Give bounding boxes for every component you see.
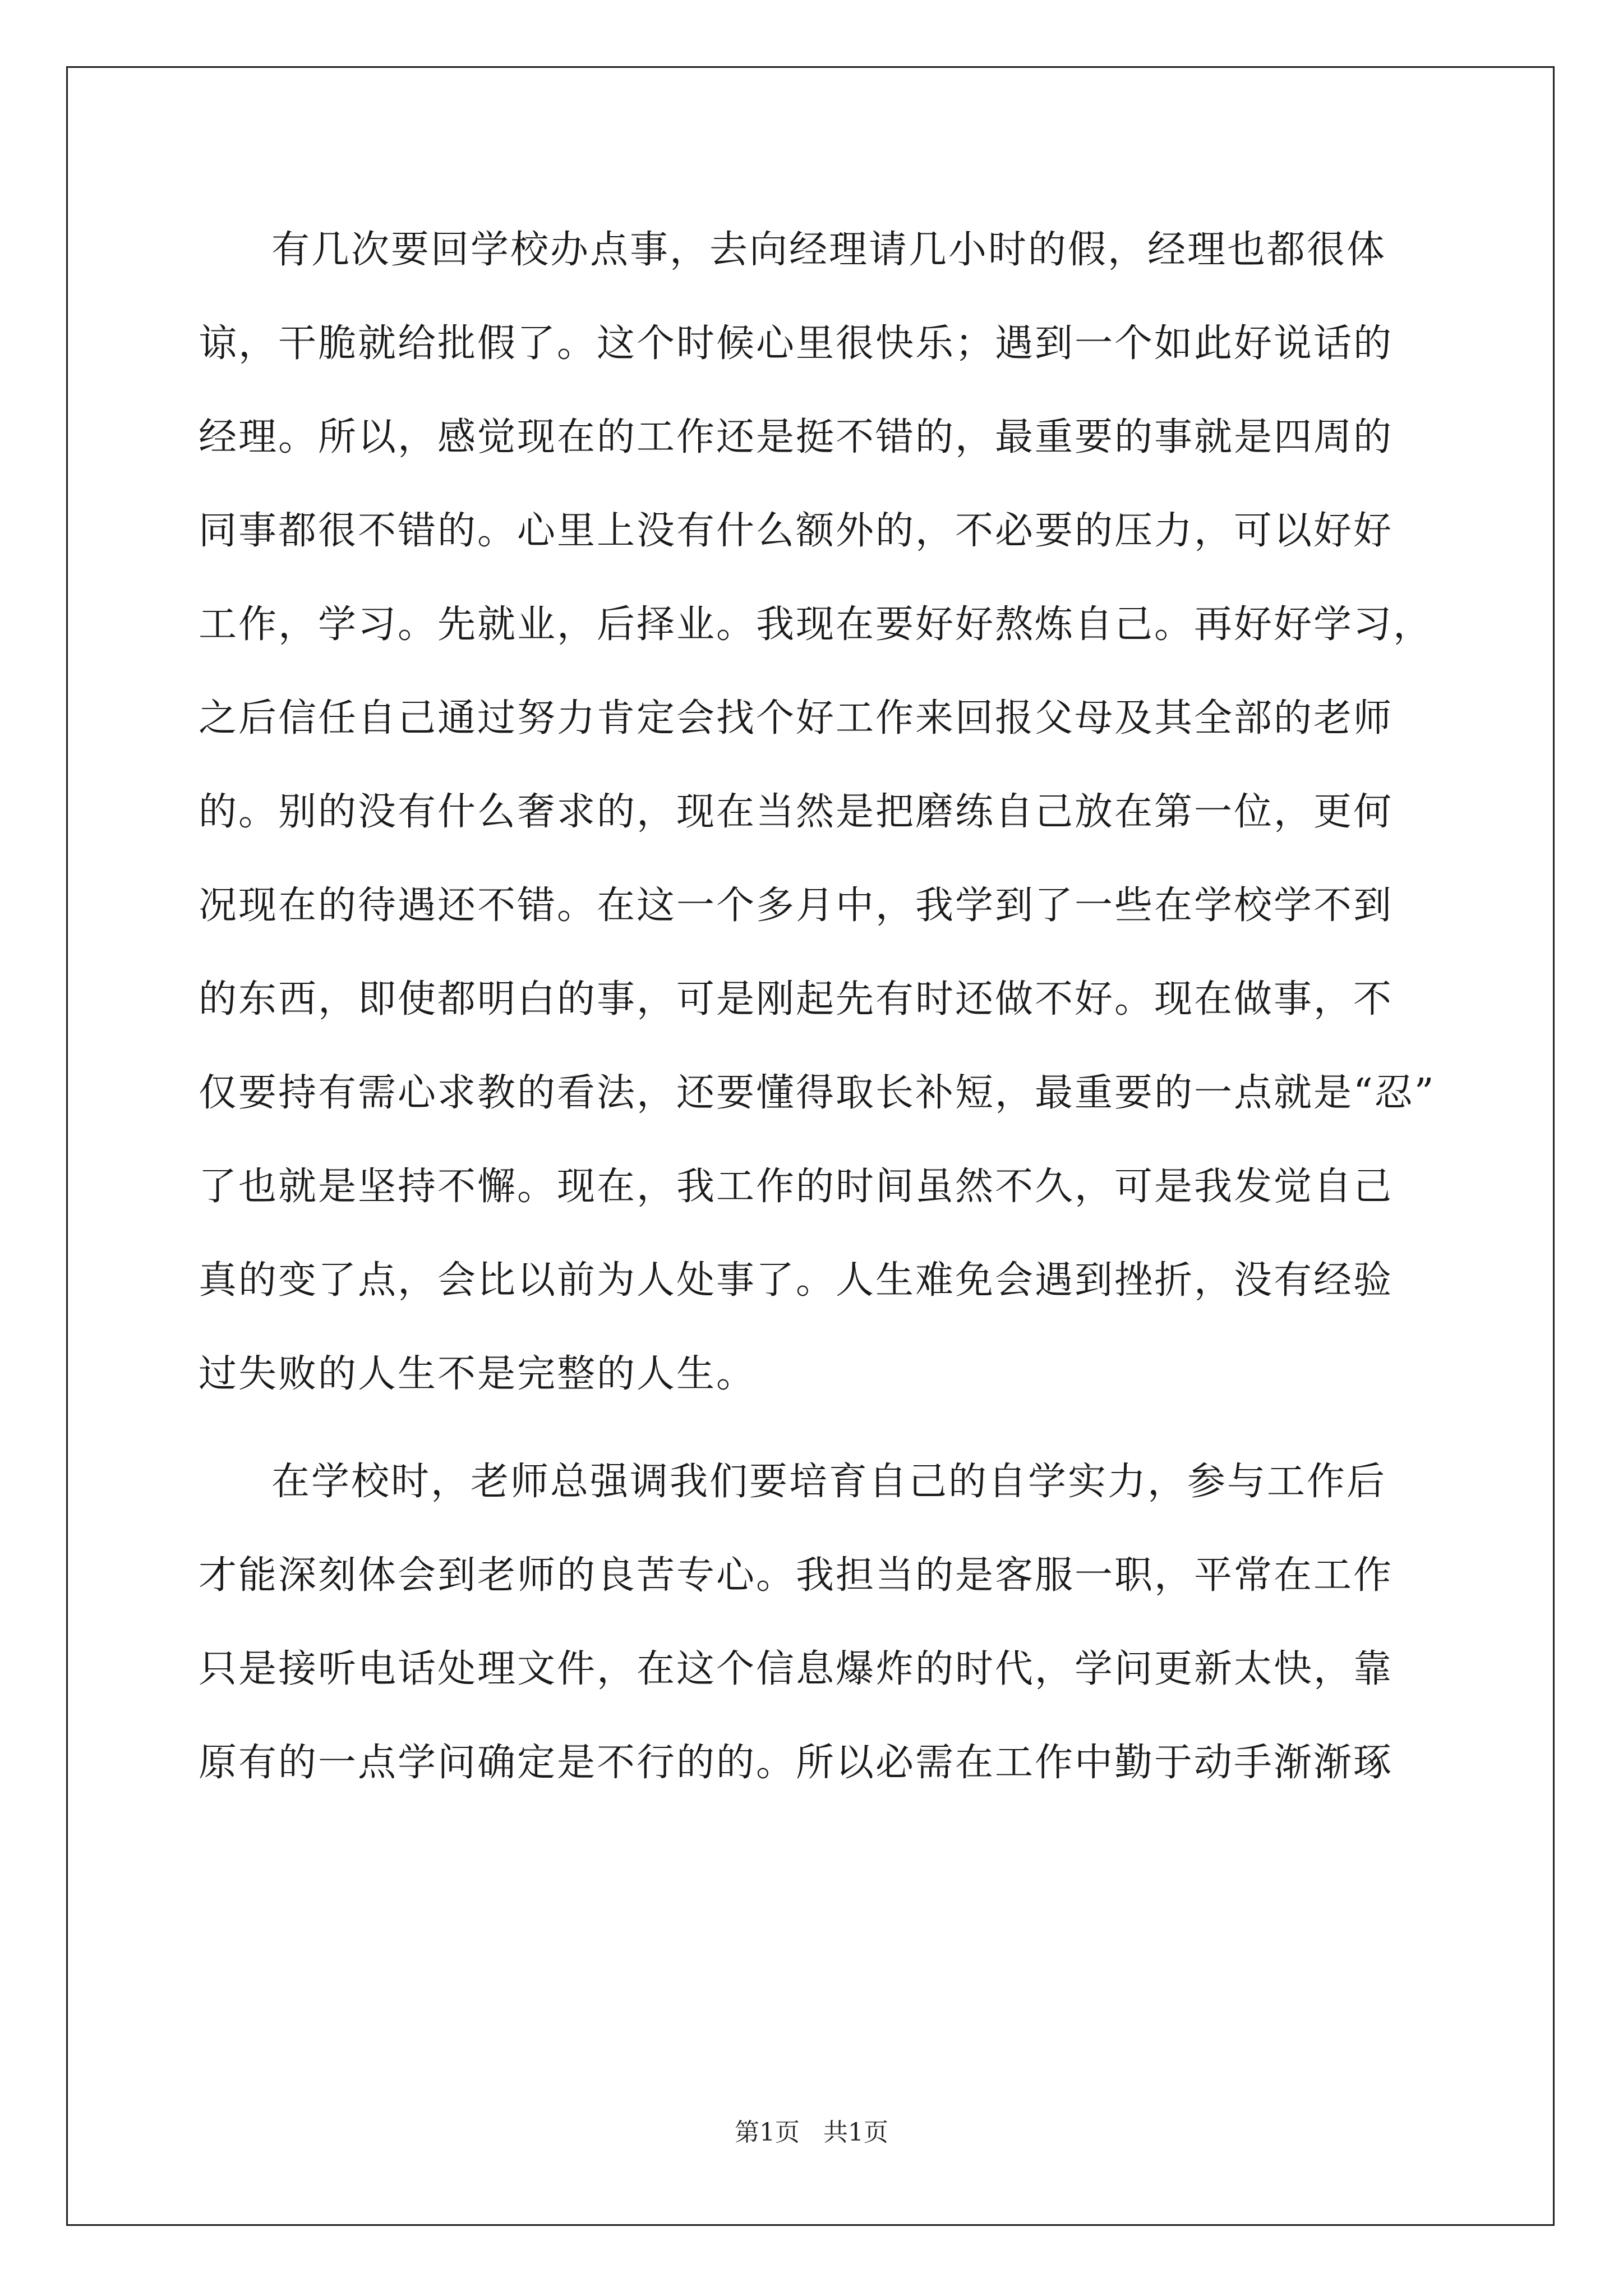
text-line: 同事都很不错的。心里上没有什么额外的，不必要的压力，可以好好 [199, 509, 1394, 553]
page-number: 第1页 共1页 [735, 2118, 888, 2147]
page-border [66, 66, 1555, 2226]
text-line: 原有的一点学问确定是不行的的。所以必需在工作中勤于动手渐渐琢 [199, 1741, 1394, 1785]
text-line: 经理。所以，感觉现在的工作还是挺不错的，最重要的事就是四周的 [199, 415, 1394, 459]
text-line: 真的变了点，会比以前为人处事了。人生难免会遇到挫折，没有经验 [199, 1258, 1394, 1303]
text-line: 工作，学习。先就业，后择业。我现在要好好熬炼自己。再好好学习， [199, 602, 1433, 647]
text-line: 况现在的待遇还不错。在这一个多月中，我学到了一些在学校学不到 [199, 884, 1394, 928]
text-line: 谅，干脆就给批假了。这个时候心里很快乐；遇到一个如此好说话的 [199, 321, 1394, 366]
text-line: 才能深刻体会到老师的良苦专心。我担当的是客服一职，平常在工作 [199, 1553, 1394, 1598]
text-line: 的东西，即使都明白的事，可是刚起先有时还做不好。现在做事，不 [199, 977, 1394, 1022]
text-line: 只是接听电话处理文件，在这个信息爆炸的时代，学问更新太快，靠 [199, 1647, 1394, 1691]
text-line: 过失败的人生不是完整的人生。 [199, 1352, 757, 1396]
text-line: 在学校时，老师总强调我们要培育自己的自学实力，参与工作后 [271, 1460, 1387, 1504]
text-line: 之后信任自己通过努力肯定会找个好工作来回报父母及其全部的老师 [199, 696, 1394, 740]
text-line: 有几次要回学校办点事，去向经理请几小时的假，经理也都很体 [271, 228, 1387, 272]
text-line: 仅要持有需心求教的看法，还要懂得取长补短，最重要的一点就是“忍” [199, 1071, 1436, 1115]
text-line: 的。别的没有什么奢求的，现在当然是把磨练自己放在第一位，更何 [199, 790, 1394, 834]
text-line: 了也就是坚持不懈。现在，我工作的时间虽然不久，可是我发觉自己 [199, 1165, 1394, 1209]
